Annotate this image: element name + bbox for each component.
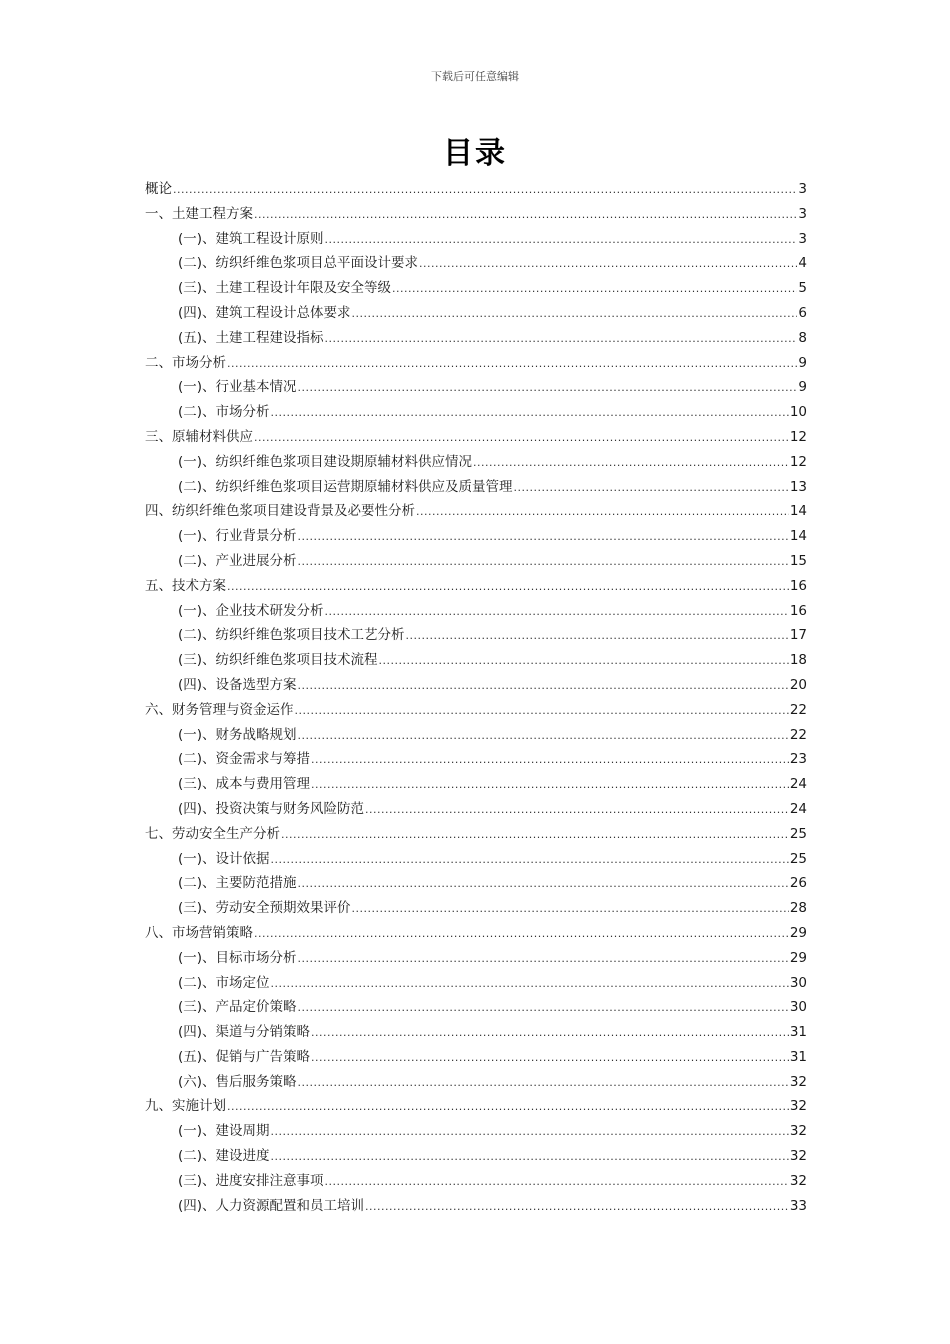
toc-dot-leader: [227, 575, 789, 600]
toc-chapter-entry[interactable]: [145, 177, 807, 202]
toc-section-entry[interactable]: [145, 623, 807, 648]
toc-entry-text: (三)、劳动安全预期效果评价: [178, 900, 351, 917]
toc-page-number: 9: [798, 354, 807, 371]
toc-dot-leader: [392, 277, 797, 302]
toc-entry-text: (一)、设计依据: [178, 850, 270, 867]
toc-entry-text: 八、市场营销策略: [145, 924, 253, 941]
toc-page-number: 18: [789, 652, 807, 669]
toc-page-number: 6: [798, 304, 807, 321]
toc-dot-leader: [298, 376, 798, 401]
toc-dot-leader: [271, 401, 789, 426]
toc-dot-leader: [325, 1170, 789, 1195]
toc-entry-text: (五)、土建工程建设指标: [178, 329, 324, 346]
toc-dot-leader: [419, 252, 797, 277]
toc-chapter-entry[interactable]: [145, 499, 807, 524]
toc-dot-leader: [298, 724, 789, 749]
toc-section-entry[interactable]: [145, 723, 807, 748]
toc-section-entry[interactable]: [145, 549, 807, 574]
toc-entry-text: (二)、主要防范措施: [178, 875, 297, 892]
toc-page-number: 26: [789, 875, 807, 892]
toc-page-number: 31: [789, 1048, 807, 1065]
toc-entry-text: 一、土建工程方案: [145, 205, 253, 222]
toc-chapter-entry[interactable]: [145, 202, 807, 227]
toc-page-number: 3: [798, 205, 807, 222]
toc-section-entry[interactable]: [145, 400, 807, 425]
toc-page-number: 23: [789, 751, 807, 768]
toc-entry-text: (一)、行业背景分析: [178, 528, 297, 545]
toc-page-number: 3: [798, 230, 807, 247]
toc-entry-text: (四)、渠道与分销策略: [178, 1024, 311, 1041]
toc-section-entry[interactable]: [145, 1045, 807, 1070]
toc-section-entry[interactable]: [145, 871, 807, 896]
toc-page-number: 12: [789, 453, 807, 470]
toc-chapter-entry[interactable]: [145, 351, 807, 376]
toc-page-number: 12: [789, 428, 807, 445]
toc-chapter-entry[interactable]: [145, 574, 807, 599]
toc-entry-text: (二)、纺织纤维色浆项目运营期原辅材料供应及质量管理: [178, 478, 513, 495]
toc-entry-text: (六)、售后服务策略: [178, 1073, 297, 1090]
toc-dot-leader: [271, 1120, 789, 1145]
toc-dot-leader: [365, 1195, 789, 1220]
toc-section-entry[interactable]: [145, 227, 807, 252]
toc-page-number: 3: [798, 181, 807, 197]
toc-dot-leader: [325, 327, 798, 352]
toc-dot-leader: [365, 798, 789, 823]
toc-entry-text: (四)、设备选型方案: [178, 676, 297, 693]
toc-page-number: 14: [789, 503, 807, 520]
toc-dot-leader: [416, 500, 789, 525]
toc-section-entry[interactable]: [145, 276, 807, 301]
toc-dot-leader: [173, 178, 797, 203]
toc-entry-text: (二)、市场定位: [178, 974, 270, 991]
toc-dot-leader: [254, 426, 789, 451]
toc-section-entry[interactable]: [145, 847, 807, 872]
toc-dot-leader: [254, 922, 789, 947]
toc-entry-text: (一)、建设周期: [178, 1123, 270, 1140]
toc-page-number: 17: [789, 627, 807, 644]
toc-dot-leader: [379, 649, 789, 674]
toc-dot-leader: [227, 352, 797, 377]
toc-page-number: 10: [789, 404, 807, 421]
toc-page-number: 25: [789, 850, 807, 867]
page-header-note: 下载后可任意编辑: [431, 70, 519, 83]
toc-dot-leader: [298, 947, 789, 972]
toc-entry-text: 二、市场分析: [145, 354, 226, 371]
toc-dot-leader: [281, 823, 789, 848]
toc-section-entry[interactable]: [145, 251, 807, 276]
toc-entry-text: (一)、企业技术研发分析: [178, 602, 324, 619]
toc-entry-text: (二)、纺织纤维色浆项目技术工艺分析: [178, 627, 405, 644]
toc-dot-leader: [254, 203, 797, 228]
table-of-contents: [145, 177, 807, 1218]
toc-page-number: 8: [798, 329, 807, 346]
toc-entry-text: (一)、行业基本情况: [178, 379, 297, 396]
toc-dot-leader: [298, 872, 789, 897]
toc-entry-text: 概论: [145, 181, 172, 197]
toc-page-number: 5: [798, 280, 807, 297]
toc-dot-leader: [311, 1021, 789, 1046]
toc-page-number: 25: [789, 825, 807, 842]
toc-entry-text: (一)、纺织纤维色浆项目建设期原辅材料供应情况: [178, 453, 473, 470]
toc-entry-text: 九、实施计划: [145, 1098, 226, 1115]
toc-section-entry[interactable]: [145, 896, 807, 921]
toc-entry-text: (三)、土建工程设计年限及安全等级: [178, 280, 392, 297]
toc-dot-leader: [295, 699, 789, 724]
toc-page-number: 32: [789, 1073, 807, 1090]
toc-dot-leader: [406, 624, 789, 649]
toc-page-number: 14: [789, 528, 807, 545]
toc-entry-text: (二)、产业进展分析: [178, 552, 297, 569]
toc-dot-leader: [298, 550, 789, 575]
toc-page-number: 22: [789, 726, 807, 743]
toc-page-number: 32: [789, 1123, 807, 1140]
toc-chapter-entry[interactable]: [145, 1094, 807, 1119]
toc-chapter-entry[interactable]: [145, 698, 807, 723]
toc-page-number: 20: [789, 676, 807, 693]
toc-entry-text: (四)、建筑工程设计总体要求: [178, 304, 351, 321]
toc-dot-leader: [298, 674, 789, 699]
toc-dot-leader: [271, 972, 789, 997]
toc-entry-text: (二)、建设进度: [178, 1148, 270, 1165]
toc-dot-leader: [311, 1046, 789, 1071]
toc-chapter-entry[interactable]: [145, 921, 807, 946]
toc-page-number: 13: [789, 478, 807, 495]
toc-dot-leader: [311, 748, 789, 773]
toc-dot-leader: [271, 848, 789, 873]
toc-entry-text: (一)、目标市场分析: [178, 949, 297, 966]
toc-page-number: 22: [789, 701, 807, 718]
toc-page-number: 30: [789, 974, 807, 991]
toc-entry-text: (三)、产品定价策略: [178, 999, 297, 1016]
toc-entry-text: 七、劳动安全生产分析: [145, 825, 280, 842]
toc-entry-text: (五)、促销与广告策略: [178, 1048, 311, 1065]
toc-section-entry[interactable]: [145, 1070, 807, 1095]
toc-section-entry[interactable]: [145, 475, 807, 500]
toc-entry-text: (三)、纺织纤维色浆项目技术流程: [178, 652, 378, 669]
toc-dot-leader: [271, 1145, 789, 1170]
toc-section-entry[interactable]: [145, 375, 807, 400]
toc-page-number: 32: [789, 1172, 807, 1189]
toc-section-entry[interactable]: [145, 797, 807, 822]
toc-chapter-entry[interactable]: [145, 425, 807, 450]
toc-section-entry[interactable]: [145, 673, 807, 698]
toc-section-entry[interactable]: [145, 995, 807, 1020]
toc-page-number: 32: [789, 1148, 807, 1165]
toc-page-number: 31: [789, 1024, 807, 1041]
toc-title: 目录: [443, 136, 507, 171]
toc-entry-text: (四)、投资决策与财务风险防范: [178, 800, 365, 817]
toc-dot-leader: [514, 476, 789, 501]
toc-page-number: 16: [789, 602, 807, 619]
toc-entry-text: (四)、人力资源配置和员工培训: [178, 1197, 365, 1214]
toc-dot-leader: [227, 1095, 789, 1120]
toc-entry-text: 六、财务管理与资金运作: [145, 701, 294, 718]
toc-entry-text: (三)、进度安排注意事项: [178, 1172, 324, 1189]
toc-page-number: 29: [789, 924, 807, 941]
toc-entry-text: (一)、财务战略规划: [178, 726, 297, 743]
toc-entry-text: (二)、资金需求与筹措: [178, 751, 311, 768]
toc-dot-leader: [352, 897, 789, 922]
toc-page-number: 28: [789, 900, 807, 917]
toc-section-entry[interactable]: [145, 971, 807, 996]
toc-entry-text: 三、原辅材料供应: [145, 428, 253, 445]
toc-section-entry[interactable]: [145, 772, 807, 797]
toc-dot-leader: [325, 228, 798, 253]
toc-section-entry[interactable]: [145, 524, 807, 549]
toc-section-entry[interactable]: [145, 326, 807, 351]
toc-section-entry[interactable]: [145, 1194, 807, 1219]
toc-entry-text: (二)、市场分析: [178, 404, 270, 421]
toc-section-entry[interactable]: [145, 1169, 807, 1194]
toc-section-entry[interactable]: [145, 946, 807, 971]
toc-section-entry[interactable]: [145, 301, 807, 326]
toc-section-entry[interactable]: [145, 747, 807, 772]
toc-entry-text: 四、纺织纤维色浆项目建设背景及必要性分析: [145, 503, 415, 520]
toc-page-number: 15: [789, 552, 807, 569]
toc-entry-text: (一)、建筑工程设计原则: [178, 230, 324, 247]
toc-chapter-entry[interactable]: [145, 822, 807, 847]
toc-page-number: 29: [789, 949, 807, 966]
toc-entry-text: (二)、纺织纤维色浆项目总平面设计要求: [178, 255, 419, 272]
toc-section-entry[interactable]: [145, 1020, 807, 1045]
toc-section-entry[interactable]: [145, 450, 807, 475]
toc-section-entry[interactable]: [145, 599, 807, 624]
toc-page-number: 30: [789, 999, 807, 1016]
toc-dot-leader: [298, 525, 789, 550]
toc-section-entry[interactable]: [145, 648, 807, 673]
toc-entry-text: 五、技术方案: [145, 577, 226, 594]
toc-dot-leader: [325, 600, 789, 625]
toc-page-number: 9: [798, 379, 807, 396]
toc-dot-leader: [298, 1071, 789, 1096]
toc-section-entry[interactable]: [145, 1119, 807, 1144]
toc-section-entry[interactable]: [145, 1144, 807, 1169]
toc-dot-leader: [298, 996, 789, 1021]
toc-dot-leader: [311, 773, 789, 798]
toc-dot-leader: [473, 451, 789, 476]
toc-page-number: 24: [789, 800, 807, 817]
toc-page-number: 33: [789, 1197, 807, 1214]
toc-page-number: 24: [789, 776, 807, 793]
toc-page-number: 4: [798, 255, 807, 272]
toc-entry-text: (三)、成本与费用管理: [178, 776, 311, 793]
toc-dot-leader: [352, 302, 798, 327]
toc-page-number: 32: [789, 1098, 807, 1115]
toc-page-number: 16: [789, 577, 807, 594]
